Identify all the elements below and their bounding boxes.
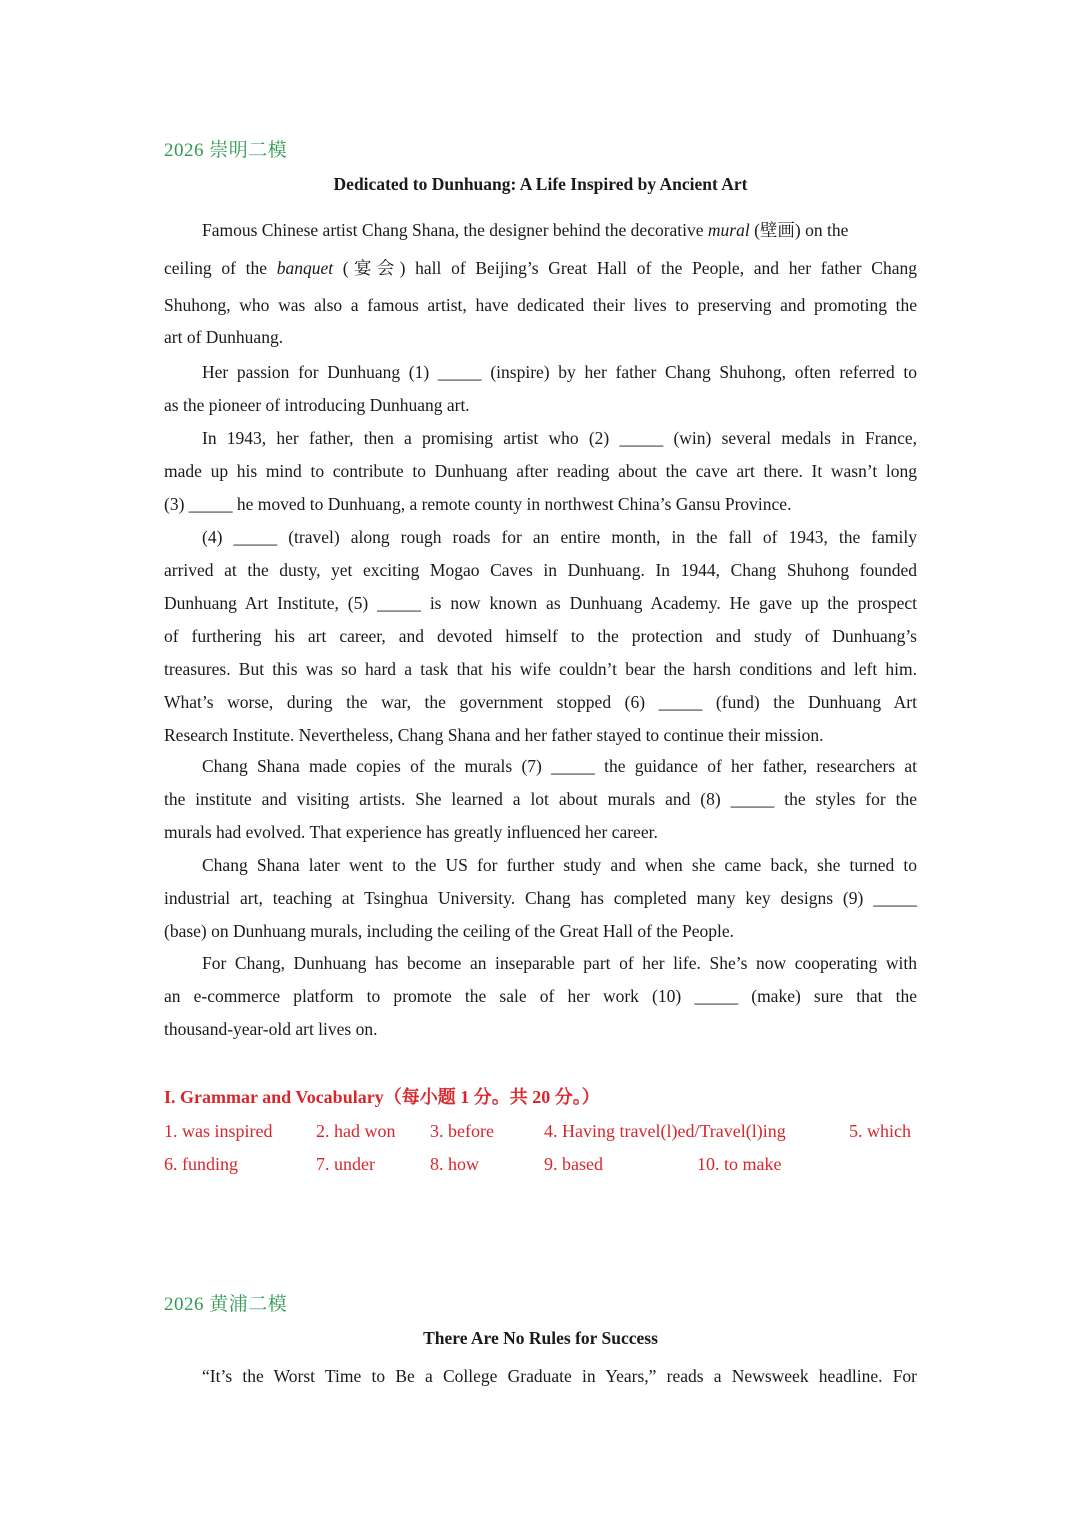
passage-paragraph-2 — [164, 356, 917, 389]
paragraph-line: thousand-year-old art lives on. — [164, 1019, 378, 1039]
passage-title: Dedicated to Dunhuang: A Life Inspired by Ancient Art — [333, 174, 748, 194]
passage-title: There Are No Rules for Success — [423, 1328, 658, 1348]
paragraph-line: (base) on Dunhuang murals, including the ceiling of the Great Hall of the People. — [164, 921, 735, 941]
source-tag: 2026 黄浦二模 — [164, 1294, 288, 1315]
answer-item: 5. which — [849, 1121, 911, 1141]
italic-term: banquet — [276, 258, 334, 278]
paragraph-line: the institute and visiting artists. She learned a lot about murals and (8) _____ the styles for the — [164, 789, 917, 809]
answer-item: 8. how — [430, 1154, 479, 1174]
paragraph-line: In 1943, her father, then a promising artist who (2) _____ (win) several medals in France, — [202, 428, 917, 448]
paragraph-line: (3) _____ he moved to Dunhuang, a remote county in northwest China’s Gansu Province. — [164, 494, 792, 514]
italic-term: mural — [707, 220, 750, 240]
passage-paragraph-1 — [164, 210, 917, 250]
passage-paragraph-3-cont — [164, 455, 917, 521]
passage-paragraph-1-cont — [164, 252, 917, 353]
paragraph-line: arrived at the dusty, yet exciting Mogao Caves in Dunhuang. In 1944, Chang Shuhong founded — [164, 560, 917, 580]
paragraph-line: Famous Chinese artist Chang Shana, the designer behind the decorative mural (壁画) on the — [202, 220, 849, 240]
paragraph-line: an e-commerce platform to promote the sale of her work (10) _____ (make) sure that the — [164, 986, 917, 1006]
paragraph-line: as the pioneer of introducing Dunhuang art. — [164, 395, 470, 415]
answer-item: 6. funding — [164, 1154, 238, 1174]
paragraph-line: made up his mind to contribute to Dunhuang after reading about the cave art there. It wasn’t long — [164, 461, 917, 481]
answer-item: 4. Having travel(l)ed/Travel(l)ing — [544, 1121, 786, 1141]
answer-item: 1. was inspired — [164, 1121, 273, 1141]
paragraph-line: industrial art, teaching at Tsinghua University. Chang has completed many key designs (9) _____ — [164, 888, 917, 908]
paragraph-line: For Chang, Dunhuang has become an inseparable part of her life. She’s now cooperating with — [202, 953, 917, 973]
passage-paragraph-6 — [164, 849, 917, 882]
source-tag: 2026 崇明二模 — [164, 140, 288, 161]
answer-item: 2. had won — [316, 1121, 396, 1141]
passage-paragraph-4 — [164, 521, 917, 554]
passage-paragraph-7-cont — [164, 980, 917, 1046]
passage-paragraph-5 — [164, 750, 917, 783]
paragraph-line: What’s worse, during the war, the government stopped (6) _____ (fund) the Dunhuang Art — [164, 692, 917, 712]
paragraph-line: of furthering his art career, and devoted himself to the protection and study of Dunhuang’s — [164, 626, 917, 646]
passage-paragraph-6-cont — [164, 882, 917, 948]
answer-item: 10. to make — [697, 1154, 782, 1174]
paragraph-line: treasures. But this was so hard a task that his wife couldn’t bear the harsh conditions and left him. — [164, 659, 917, 679]
paragraph-line: Her passion for Dunhuang (1) _____ (inspire) by her father Chang Shuhong, often referred to — [202, 362, 917, 382]
paragraph-line: Chang Shana later went to the US for further study and when she came back, she turned to — [202, 855, 917, 875]
paragraph-line: art of Dunhuang. — [164, 327, 284, 347]
paragraph-line: Research Institute. Nevertheless, Chang Shana and her father stayed to continue their mission. — [164, 725, 824, 745]
answer-item: 7. under — [316, 1154, 375, 1174]
passage-paragraph-2-cont — [164, 389, 917, 422]
paragraph-line: Shuhong, who was also a famous artist, have dedicated their lives to preserving and promoting the — [164, 295, 917, 315]
paragraph-line: ceiling of the banquet (宴会) hall of Beijing’s Great Hall of the People, and her father Chang — [164, 258, 918, 278]
passage-paragraph-3 — [164, 422, 917, 455]
paragraph-line: Chang Shana made copies of the murals (7) _____ the guidance of her father, researchers at — [202, 756, 917, 776]
answers-heading: I. Grammar and Vocabulary（每小题 1 分。共 20 分。） — [164, 1087, 600, 1107]
answer-item: 3. before — [430, 1121, 494, 1141]
passage-paragraph-1 — [164, 1360, 917, 1393]
passage-paragraph-5-cont — [164, 783, 917, 849]
paragraph-line: “It’s the Worst Time to Be a College Graduate in Years,” reads a Newsweek headline. For — [202, 1366, 917, 1386]
passage-paragraph-7 — [164, 947, 917, 980]
answer-item: 9. based — [544, 1154, 603, 1174]
paragraph-line: Dunhuang Art Institute, (5) _____ is now known as Dunhuang Academy. He gave up the prospect — [164, 593, 917, 613]
paragraph-line: murals had evolved. That experience has greatly influenced her career. — [164, 822, 658, 842]
passage-paragraph-4-cont — [164, 554, 917, 752]
paragraph-line: (4) _____ (travel) along rough roads for an entire month, in the fall of 1943, the family — [202, 527, 917, 547]
